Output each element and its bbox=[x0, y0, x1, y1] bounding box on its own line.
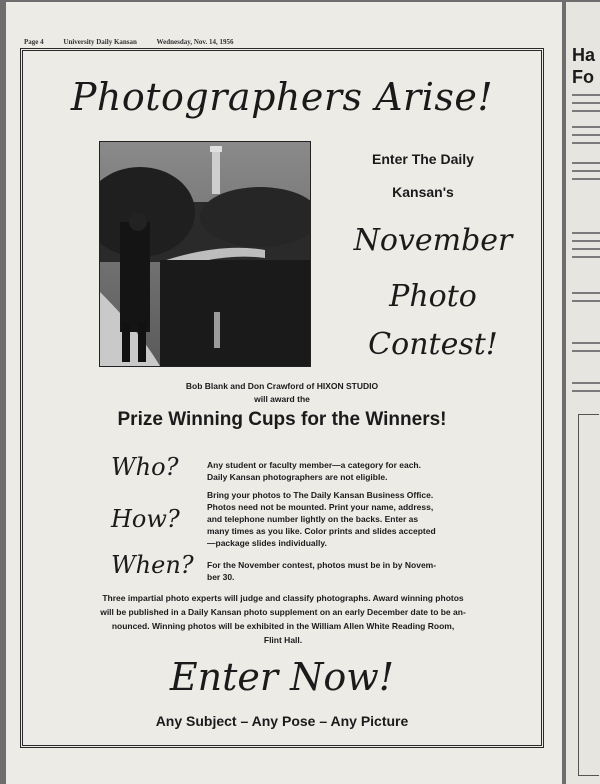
text-line bbox=[572, 110, 600, 112]
text-line bbox=[572, 94, 600, 96]
judging-paragraph bbox=[73, 591, 493, 647]
how-line-4: many times as you like. Color prints and slides accepted bbox=[207, 526, 436, 536]
entry-line-1: Enter The Daily bbox=[372, 151, 474, 167]
page-number: Page 4 bbox=[24, 38, 44, 46]
ad-title: Photographers Arise! bbox=[70, 75, 494, 119]
text-line bbox=[572, 342, 600, 344]
how-line-2: Photos need not be mounted. Print your name, address, bbox=[207, 502, 434, 512]
photographer-by-lake-image bbox=[100, 142, 310, 366]
paragraph-line-2: will be published in a Daily Kansan photo supplement on an early December date to be an- bbox=[100, 607, 466, 617]
credit-line-1: Bob Blank and Don Crawford of HIXON STUDIO bbox=[185, 381, 379, 391]
how-line-3: and telephone number lightly on the backs. Enter as bbox=[207, 514, 419, 524]
adjacent-headline bbox=[572, 44, 595, 88]
who-label: Who? bbox=[111, 453, 179, 481]
entry-line-2: Kansan's bbox=[392, 184, 454, 200]
text-line bbox=[572, 142, 600, 144]
paragraph-line-1: Three impartial photo experts will judge and classify photographs. Award winning photos bbox=[102, 593, 464, 603]
text-line bbox=[572, 382, 600, 384]
text-line bbox=[572, 390, 600, 392]
who-line-2: Daily Kansan photographers are not eligible. bbox=[207, 472, 388, 482]
issue-date: Wednesday, Nov. 14, 1956 bbox=[156, 38, 234, 46]
text-line bbox=[572, 350, 600, 352]
text-line bbox=[572, 292, 600, 294]
text-line bbox=[572, 126, 600, 128]
footer-tagline: Any Subject – Any Pose – Any Picture bbox=[155, 713, 409, 729]
how-line-5: —package slides individually. bbox=[207, 538, 327, 548]
text-line bbox=[572, 178, 600, 180]
how-label: How? bbox=[111, 505, 180, 533]
who-text bbox=[207, 459, 507, 483]
paragraph-line-4: Flint Hall. bbox=[263, 635, 303, 645]
script-photo: Photo bbox=[389, 279, 477, 314]
when-label: When? bbox=[111, 551, 194, 579]
masthead bbox=[24, 38, 544, 46]
who-line-1: Any student or faculty member—a category for each. bbox=[207, 460, 421, 470]
paper-name: University Daily Kansan bbox=[63, 38, 137, 46]
script-contest: Contest! bbox=[368, 327, 498, 362]
text-line bbox=[572, 248, 600, 250]
text-line bbox=[572, 240, 600, 242]
contest-photo bbox=[99, 141, 311, 367]
text-line bbox=[572, 256, 600, 258]
adjacent-headline-line-2: Fo bbox=[572, 67, 594, 87]
advertisement-frame bbox=[20, 48, 544, 748]
prize-heading: Prize Winning Cups for the Winners! bbox=[117, 409, 447, 430]
when-text bbox=[207, 559, 507, 583]
text-line bbox=[572, 162, 600, 164]
newspaper-page bbox=[6, 2, 562, 784]
text-line bbox=[572, 170, 600, 172]
how-text bbox=[207, 489, 507, 549]
text-line bbox=[572, 102, 600, 104]
enter-now-heading: Enter Now! bbox=[169, 655, 395, 699]
when-line-2: ber 30. bbox=[207, 572, 235, 582]
paragraph-line-3: nounced. Winning photos will be exhibited in the William Allen White Reading Room, bbox=[111, 621, 455, 631]
text-line bbox=[572, 300, 600, 302]
text-line bbox=[572, 232, 600, 234]
adjacent-box bbox=[578, 414, 599, 776]
credit-line-2: will award the bbox=[254, 394, 310, 404]
when-line-1: For the November contest, photos must be in by Novem- bbox=[207, 560, 437, 570]
how-line-1: Bring your photos to The Daily Kansan Business Office. bbox=[207, 490, 434, 500]
adjacent-headline-line-1: Ha bbox=[572, 45, 596, 65]
text-line bbox=[572, 134, 600, 136]
script-november: November bbox=[353, 223, 513, 258]
adjacent-page-column bbox=[566, 2, 600, 784]
